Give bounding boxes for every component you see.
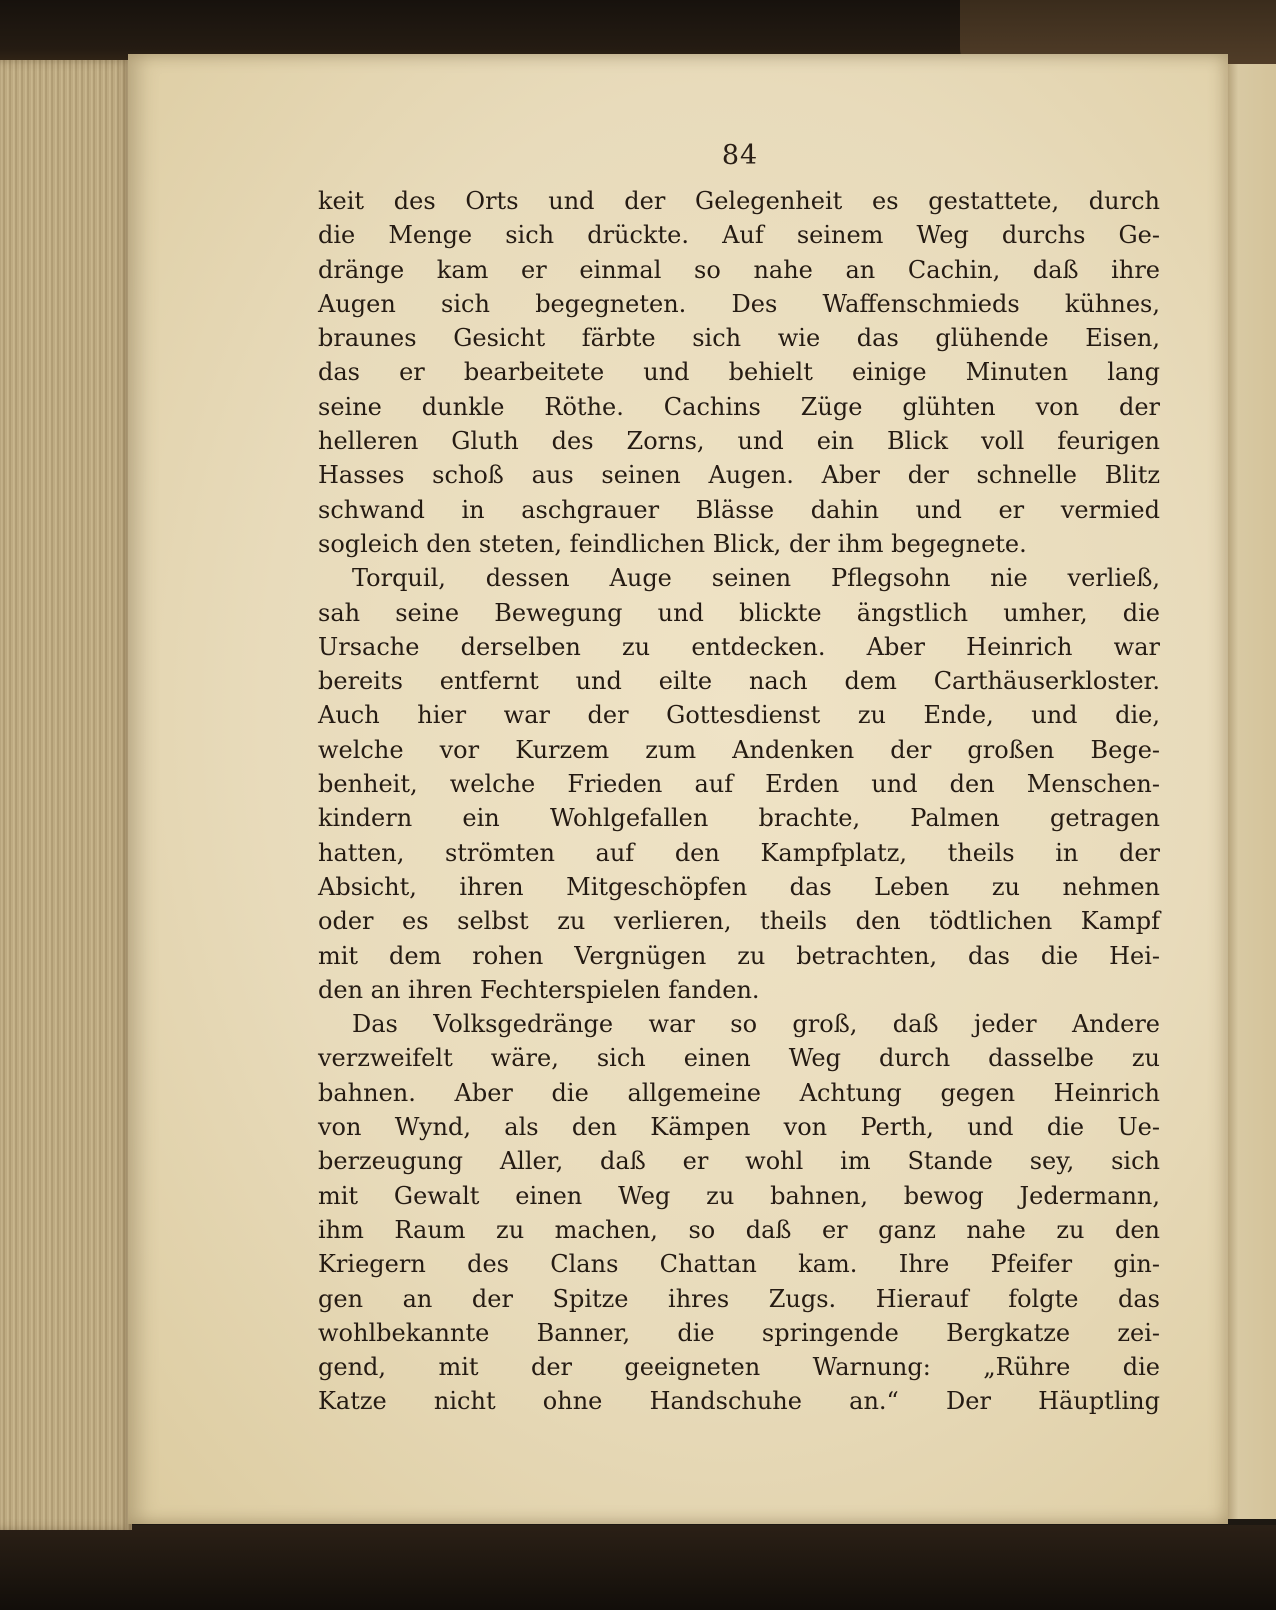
body-text [318,184,1160,1419]
paragraph-start-line: Torquil, dessen Auge seinen Pflegsohn nie verließ, [352,564,1160,593]
text-line: Kriegern des Clans Chattan kam. Ihre Pfeifer gin- [318,1250,1160,1279]
text-line: wohlbekannte Banner, die springende Bergkatze zei- [318,1318,1160,1347]
text-line: sogleich den steten, feindlichen Blick, der ihm begegnete. [318,529,1027,558]
facing-page-edge [1222,64,1276,1519]
text-line: den an ihren Fechterspielen fanden. [318,975,760,1004]
text-line: helleren Gluth des Zorns, und ein Blick voll feurigen [318,427,1160,456]
text-line: verzweifelt wäre, sich einen Weg durch dasselbe zu [318,1044,1160,1073]
text-line: bereits entfernt und eilte nach dem Carthäuserkloster. [318,667,1160,696]
text-line: Absicht, ihren Mitgeschöpfen das Leben zu nehmen [318,872,1160,901]
text-line: Ursache derselben zu entdecken. Aber Heinrich war [318,632,1160,661]
text-line: Katze nicht ohne Handschuhe an.“ Der Häuptling [318,1387,1160,1416]
text-line: mit Gewalt einen Weg zu bahnen, bewog Jedermann, [318,1181,1160,1210]
page-number: 84 [721,140,759,171]
text-line: Augen sich begegneten. Des Waffenschmieds kühnes, [318,289,1160,318]
text-line: hatten, strömten auf den Kampfplatz, theils in der [318,838,1160,867]
text-line: die Menge sich drückte. Auf seinem Weg durchs Ge- [318,221,1160,250]
text-line: seine dunkle Röthe. Cachins Züge glühten von der [318,392,1160,421]
text-line: kindern ein Wohlgefallen brachte, Palmen getragen [318,804,1160,833]
text-line: das er bearbeitete und behielt einige Minuten lang [318,358,1160,387]
paragraph-start-line: Das Volksgedränge war so groß, daß jeder Andere [352,1010,1160,1039]
text-line: sah seine Bewegung und blickte ängstlich umher, die [318,598,1160,627]
text-line: keit des Orts und der Gelegenheit es gestattete, durch [318,187,1160,215]
text-line: dränge kam er einmal so nahe an Cachin, daß ihre [318,255,1160,284]
text-line: welche vor Kurzem zum Andenken der großen Bege- [318,735,1160,764]
text-line: Auch hier war der Gottesdienst zu Ende, und die, [318,701,1160,730]
text-line: gend, mit der geeigneten Warnung: „Rühre die [318,1353,1160,1382]
text-line: berzeugung Aller, daß er wohl im Stande sey, sich [318,1147,1160,1176]
stacked-page-edges [0,60,132,1530]
text-line: oder es selbst zu verlieren, theils den tödtlichen Kampf [318,907,1160,936]
background-bottom [0,1525,1276,1610]
text-line: gen an der Spitze ihres Zugs. Hierauf folgte das [318,1284,1160,1313]
text-line: benheit, welche Frieden auf Erden und den Menschen- [318,770,1160,799]
text-line: schwand in aschgrauer Blässe dahin und er vermied [318,495,1160,524]
text-line: braunes Gesicht färbte sich wie das glühende Eisen, [318,324,1160,353]
text-line: mit dem rohen Vergnügen zu betrachten, das die Hei- [318,941,1160,970]
text-line: Hasses schoß aus seinen Augen. Aber der schnelle Blitz [318,461,1160,490]
text-line: von Wynd, als den Kämpen von Perth, und die Ue- [318,1113,1160,1142]
text-line: ihm Raum zu machen, so daß er ganz nahe zu den [318,1215,1160,1244]
text-line: bahnen. Aber die allgemeine Achtung gegen Heinrich [318,1078,1160,1107]
